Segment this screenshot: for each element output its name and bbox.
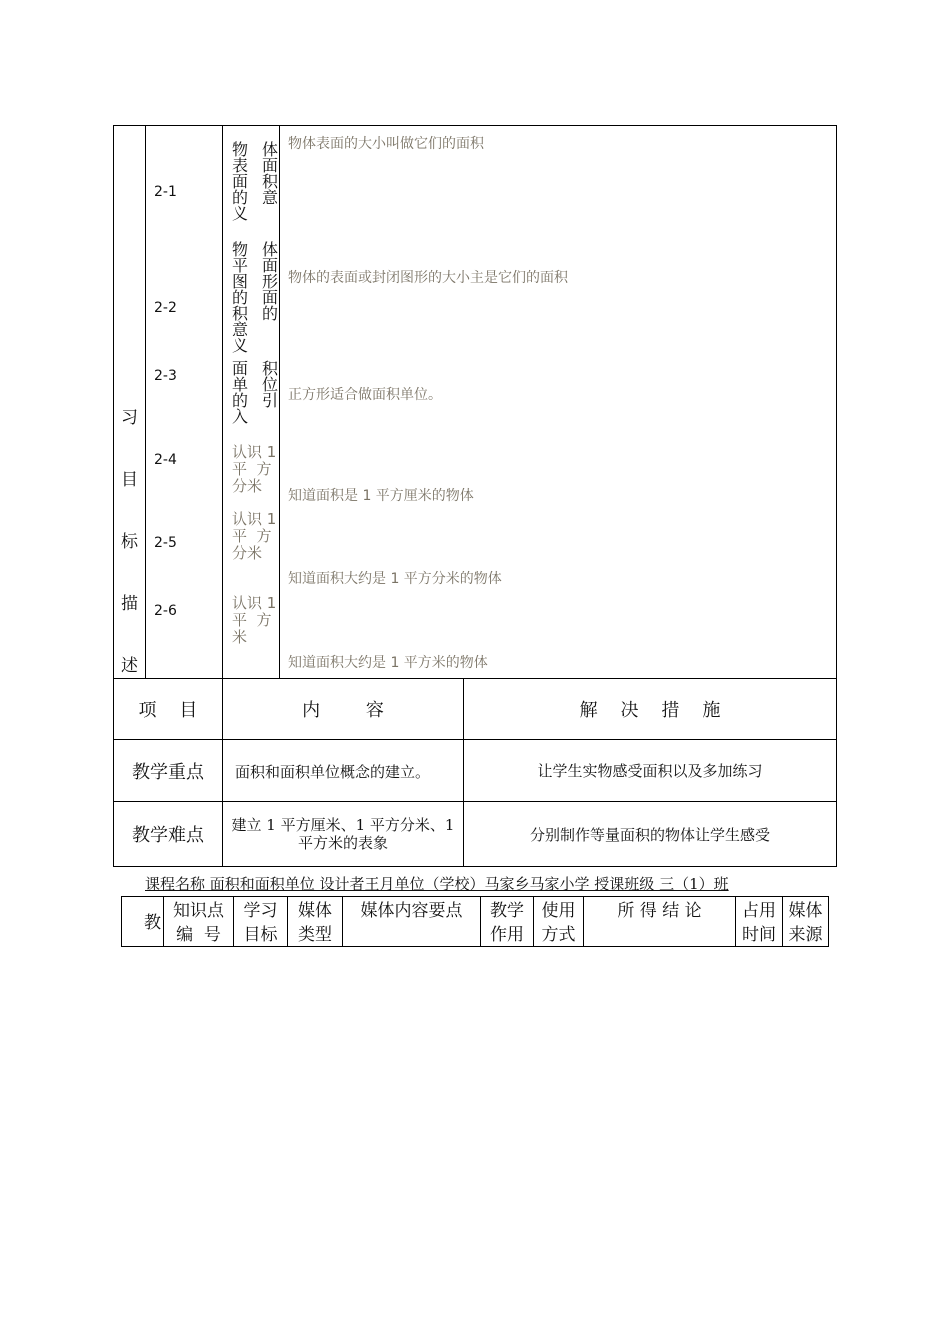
row-label-difficult-point: 教学难点 [132,825,204,846]
knowledge-point-left: 面单的入 [232,359,249,426]
knowledge-point-left: 物表面的义 [232,140,249,223]
knowledge-point [232,444,280,495]
side-label [113,125,145,679]
row-label-key-point: 教学重点 [132,761,204,783]
media-header-media-type [288,899,342,947]
knowledge-point-right: 积位引 [262,359,279,410]
media-header-teach [122,897,163,946]
knowledge-point [232,595,280,646]
media-header-line: 教学 [490,901,524,921]
col-divider-1 [145,125,146,679]
knowledge-point-left: 物平图的积意义 [232,240,249,355]
media-header-time [736,899,782,947]
media-table-top [121,896,829,897]
objective-description: 物体表面的大小叫做它们的面积 [288,136,484,152]
course-info-line: 课程名称 面积和面积单位 设计者王月单位（学校）马家乡马家小学 授课班级 三（1）班 [145,875,729,893]
media-header-source [783,899,828,947]
media-header-line: 时间 [742,925,776,945]
header-solution: 解 决 措 施 [579,700,721,721]
knowledge-point-line: 认识 1 [232,510,277,528]
media-header-line: 类型 [298,925,332,945]
objective-id: 2-1 [154,184,177,200]
row-content-difficult-point [223,816,463,852]
media-header-knowledge-id [164,899,233,947]
knowledge-point-line: 分米 [232,477,263,495]
knowledge-point-line: 平 方 [232,611,272,629]
side-label-char: 标 [121,532,138,552]
row-solution-difficult-point: 分别制作等量面积的物体让学生感受 [529,825,770,844]
objective-description: 正方形适合做面积单位。 [288,387,442,403]
knowledge-point [232,511,280,562]
media-header-objective [234,899,287,947]
objective-id: 2-4 [154,452,177,468]
media-header-line: 媒体 [788,901,823,921]
knowledge-point-right: 体面形面的 [262,240,279,323]
objective-description: 物体的表面或封闭图形的大小主是它们的面积 [288,270,568,286]
objective-description: 知道面积大约是 1 平方米的物体 [288,655,488,671]
objective-description: 知道面积大约是 1 平方分米的物体 [288,571,502,587]
table-border-right [836,125,837,867]
objective-id: 2-5 [154,535,177,551]
col-divider-2 [222,125,223,867]
side-label-char: 述 [121,656,138,676]
objective-id: 2-2 [154,300,177,316]
media-header-line: 媒体内容要点 [360,901,463,921]
media-header-line: 知识点 [173,901,224,921]
media-header-line: 教 [144,913,161,933]
objective-id: 2-6 [154,603,177,619]
objective-description: 知道面积是 1 平方厘米的物体 [288,488,474,504]
media-header-line: 所 得 结 论 [617,901,702,921]
media-header-line: 作用 [490,925,524,945]
media-header-line: 占用 [742,901,776,921]
media-header-line: 媒体 [298,901,332,921]
side-label-char: 习 [121,408,138,428]
knowledge-point-line: 平 方 [232,527,272,545]
knowledge-point-line: 分米 [232,544,263,562]
media-header-line: 使用 [541,901,576,921]
media-header-usage [534,899,583,947]
knowledge-point-line: 米 [232,628,248,646]
header-content: 内 容 [302,700,384,721]
knowledge-point-line: 认识 1 [232,594,277,612]
objective-id: 2-3 [154,368,177,384]
row-content-key-point: 面积和面积单位概念的建立。 [235,763,431,781]
side-label-char: 目 [121,470,138,490]
side-label-char: 描 [121,594,138,614]
media-header-line: 编 号 [176,925,221,945]
media-header-line: 学习 [243,901,278,921]
knowledge-point-line: 认识 1 [232,443,277,461]
header-item: 项 目 [138,700,198,721]
knowledge-point-right: 体面积意 [262,140,279,207]
content-line: 平方米的表象 [297,834,388,852]
media-table-right [828,896,829,947]
media-header-line: 方式 [541,925,576,945]
media-header-teaching-role [481,899,533,947]
media-header-content-points [343,899,480,923]
media-header-line: 来源 [788,925,823,945]
content-line: 建立 1 平方厘米、1 平方分米、1 [231,816,455,834]
media-header-conclusion [584,899,735,923]
knowledge-point-line: 平 方 [232,460,272,478]
media-header-line: 目标 [243,925,278,945]
row-solution-key-point: 让学生实物感受面积以及多加练习 [537,762,763,780]
